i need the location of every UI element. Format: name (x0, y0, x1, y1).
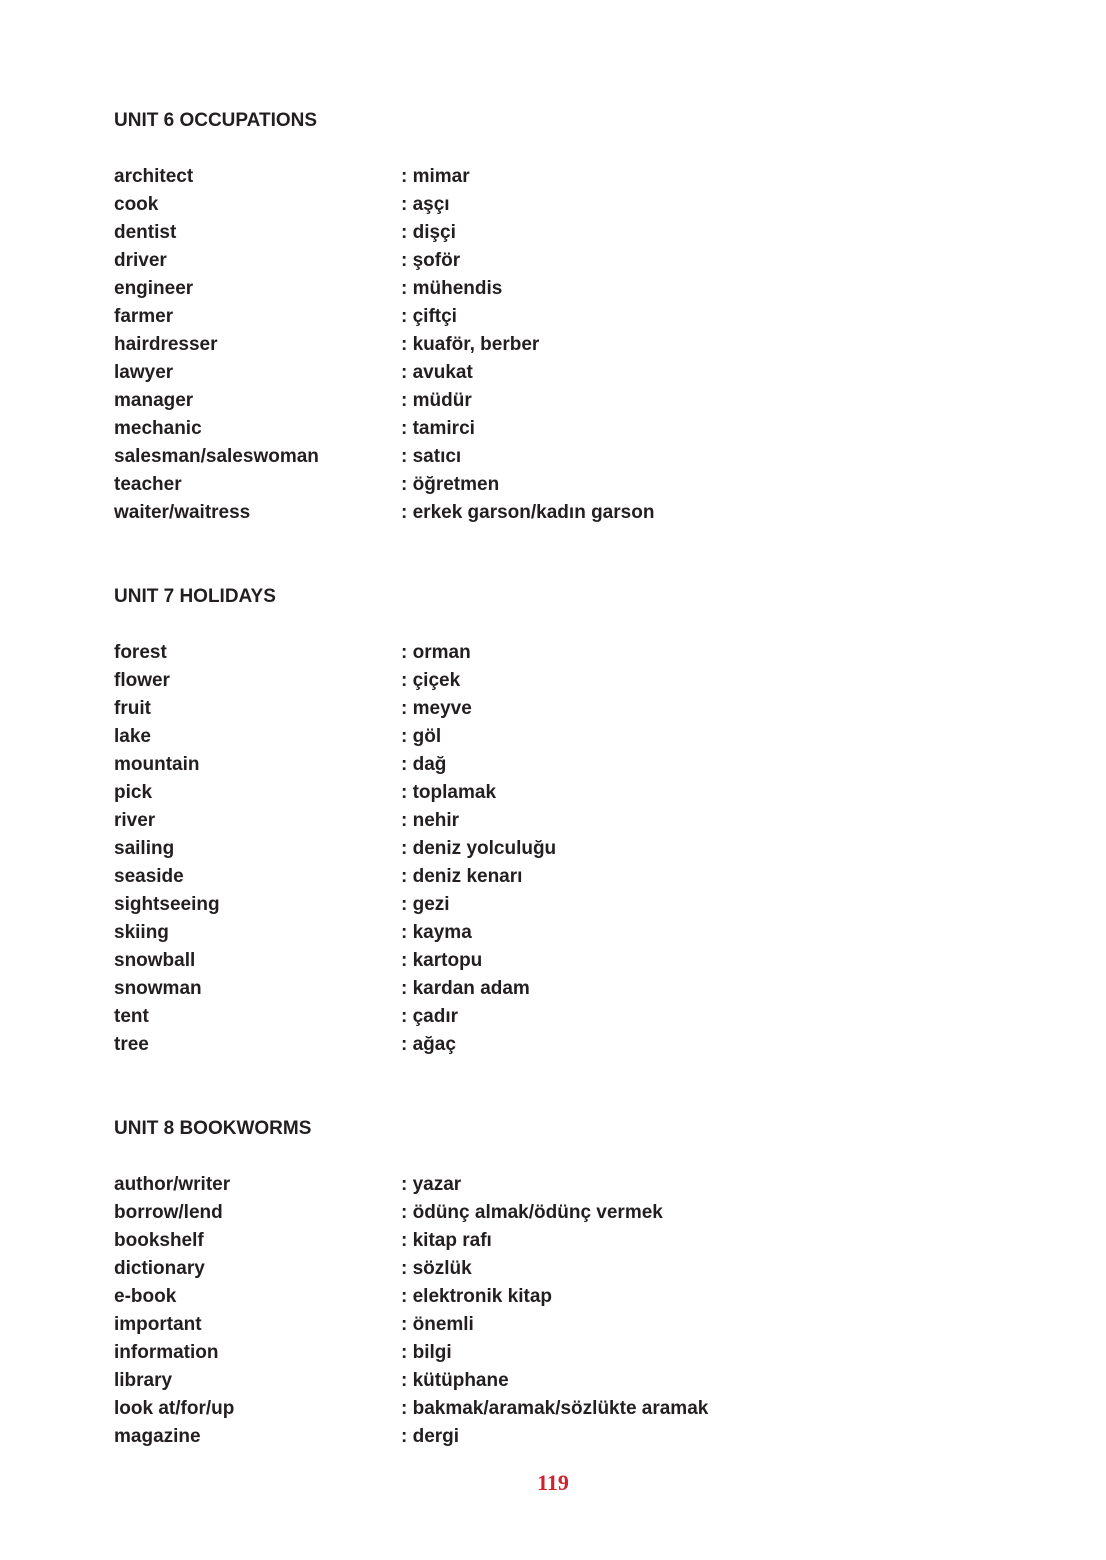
vocab-row (114, 723, 1014, 751)
vocab-term: sailing (114, 838, 175, 859)
vocab-term: farmer (114, 306, 174, 327)
vocab-translation: : mimar (401, 166, 470, 187)
vocab-translation: : yazar (401, 1174, 462, 1195)
vocab-translation: : aşçı (401, 194, 450, 215)
vocab-translation: : mühendis (401, 278, 503, 299)
vocab-row (114, 1395, 1014, 1423)
vocab-term: flower (114, 670, 170, 691)
vocab-row (114, 331, 1014, 359)
vocab-term: dictionary (114, 1258, 205, 1279)
vocab-term: skiing (114, 922, 169, 943)
vocab-row (114, 1255, 1014, 1283)
vocab-row (114, 947, 1014, 975)
vocab-term: bookshelf (114, 1230, 204, 1251)
vocab-term: architect (114, 166, 194, 187)
vocab-row (114, 163, 1014, 191)
vocab-term: teacher (114, 474, 182, 495)
vocab-term: hairdresser (114, 334, 218, 355)
vocab-term: snowman (114, 978, 202, 999)
vocab-translation: : kuaför, berber (401, 334, 540, 355)
vocab-term: tree (114, 1034, 149, 1055)
vocab-term: mountain (114, 754, 200, 775)
vocab-term: sightseeing (114, 894, 220, 915)
vocab-term: tent (114, 1006, 149, 1027)
vocab-term: library (114, 1370, 173, 1391)
vocab-row (114, 1283, 1014, 1311)
section-unit-6 (114, 107, 1014, 527)
vocab-translation: : çadır (401, 1006, 459, 1027)
section-title: UNIT 8 BOOKWORMS (114, 1118, 312, 1139)
page-number: 119 (537, 1470, 569, 1495)
vocab-term: look at/for/up (114, 1398, 235, 1419)
vocab-row (114, 387, 1014, 415)
vocab-row (114, 1423, 1014, 1451)
vocab-row (114, 247, 1014, 275)
vocab-translation: : kartopu (401, 950, 483, 971)
vocab-term: pick (114, 782, 153, 803)
vocab-translation: : kitap rafı (401, 1230, 492, 1251)
vocab-term: salesman/saleswoman (114, 446, 319, 467)
vocab-term: mechanic (114, 418, 202, 439)
vocab-row (114, 835, 1014, 863)
vocab-term: author/writer (114, 1174, 231, 1195)
vocab-translation: : göl (401, 726, 442, 747)
vocab-translation: : şoför (401, 250, 461, 271)
vocab-row (114, 275, 1014, 303)
vocab-row (114, 639, 1014, 667)
vocab-translation: : öğretmen (401, 474, 500, 495)
vocab-row (114, 891, 1014, 919)
section-unit-8 (114, 1115, 1014, 1451)
vocab-translation: : tamirci (401, 418, 475, 439)
vocab-translation: : kütüphane (401, 1370, 509, 1391)
vocab-translation: : kardan adam (401, 978, 530, 999)
vocab-row (114, 1367, 1014, 1395)
vocab-translation: : elektronik kitap (401, 1286, 552, 1307)
vocab-term: magazine (114, 1426, 201, 1447)
vocab-row (114, 191, 1014, 219)
vocab-row (114, 443, 1014, 471)
vocab-term: driver (114, 250, 167, 271)
vocab-translation: : ödünç almak/ödünç vermek (401, 1202, 663, 1223)
vocab-term: waiter/waitress (114, 502, 251, 523)
vocab-translation: : sözlük (401, 1258, 472, 1279)
vocab-term: lake (114, 726, 151, 747)
section-title: UNIT 6 OCCUPATIONS (114, 110, 318, 131)
vocab-row (114, 1199, 1014, 1227)
vocab-row (114, 359, 1014, 387)
vocab-translation: : erkek garson/kadın garson (401, 502, 655, 523)
vocab-row (114, 499, 1014, 527)
vocab-translation: : çiftçi (401, 306, 457, 327)
vocab-translation: : dişçi (401, 222, 456, 243)
vocab-translation: : avukat (401, 362, 473, 383)
vocab-translation: : çiçek (401, 670, 461, 691)
vocab-translation: : satıcı (401, 446, 462, 467)
vocab-row (114, 415, 1014, 443)
vocab-row (114, 1003, 1014, 1031)
vocab-row (114, 667, 1014, 695)
vocab-term: important (114, 1314, 202, 1335)
section-title: UNIT 7 HOLIDAYS (114, 586, 276, 607)
vocab-row (114, 751, 1014, 779)
vocab-translation: : dağ (401, 754, 447, 775)
vocab-translation: : deniz kenarı (401, 866, 523, 887)
vocab-row (114, 1171, 1014, 1199)
vocab-row (114, 1339, 1014, 1367)
vocab-term: borrow/lend (114, 1202, 223, 1223)
vocab-term: lawyer (114, 362, 174, 383)
vocab-translation: : toplamak (401, 782, 497, 803)
vocab-translation: : nehir (401, 810, 460, 831)
vocab-translation: : müdür (401, 390, 472, 411)
vocab-translation: : önemli (401, 1314, 474, 1335)
vocab-row (114, 919, 1014, 947)
vocab-term: seaside (114, 866, 184, 887)
vocab-translation: : meyve (401, 698, 472, 719)
vocab-row (114, 807, 1014, 835)
vocab-row (114, 975, 1014, 1003)
section-unit-7 (114, 583, 1014, 1059)
vocab-translation: : kayma (401, 922, 472, 943)
vocab-row (114, 863, 1014, 891)
vocab-row (114, 471, 1014, 499)
vocab-term: cook (114, 194, 159, 215)
vocab-row (114, 695, 1014, 723)
vocab-row (114, 779, 1014, 807)
vocab-term: dentist (114, 222, 177, 243)
vocab-translation: : dergi (401, 1426, 460, 1447)
vocab-term: forest (114, 642, 167, 663)
vocab-row (114, 219, 1014, 247)
vocab-term: fruit (114, 698, 151, 719)
vocab-translation: : bilgi (401, 1342, 452, 1363)
vocab-row (114, 1031, 1014, 1059)
vocab-term: snowball (114, 950, 196, 971)
vocab-term: river (114, 810, 156, 831)
vocab-translation: : bakmak/aramak/sözlükte aramak (401, 1398, 709, 1419)
vocab-translation: : orman (401, 642, 471, 663)
vocab-term: manager (114, 390, 194, 411)
vocab-term: e-book (114, 1286, 177, 1307)
vocab-row (114, 1227, 1014, 1255)
vocab-translation: : deniz yolculuğu (401, 838, 557, 859)
vocab-row (114, 303, 1014, 331)
vocab-translation: : ağaç (401, 1034, 456, 1055)
vocab-translation: : gezi (401, 894, 450, 915)
vocab-term: engineer (114, 278, 194, 299)
vocab-term: information (114, 1342, 219, 1363)
vocab-row (114, 1311, 1014, 1339)
